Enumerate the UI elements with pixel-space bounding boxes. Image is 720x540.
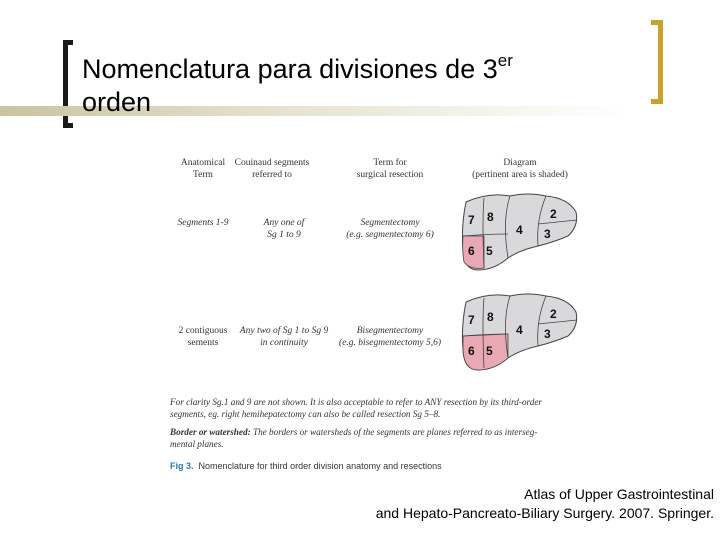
seg-label-6: 6 — [468, 344, 475, 358]
seg-label-7: 7 — [468, 313, 475, 327]
seg-label-8: 8 — [487, 210, 494, 224]
caption-text: Nomenclature for third order division anatomy and resections — [198, 461, 442, 471]
seg-label-7: 7 — [468, 213, 475, 227]
figure-caption — [170, 461, 590, 471]
header-surgical-term: Term for surgical resection — [356, 158, 424, 180]
border-label: Border or watershed: — [170, 427, 251, 437]
caption-label: Fig 3. — [170, 461, 194, 471]
title-superscript: er — [497, 51, 513, 70]
liver-diagram-segmentectomy — [458, 190, 582, 274]
seg-label-3: 3 — [544, 327, 551, 341]
seg-label-4: 4 — [516, 323, 523, 337]
seg-label-3: 3 — [544, 227, 551, 241]
title-line-1: Nomenclatura para divisiones de 3 — [82, 54, 498, 84]
header-diagram: Diagram (pertinent area is shaded) — [472, 158, 568, 180]
note-clarity: For clarity Sg.1 and 9 are not shown. It is also acceptable to refer to ANY resection by its third-order segments, eg. right hemihepatectomy can also be called resection Sg 5–8. — [170, 397, 542, 419]
seg-label-5: 5 — [486, 244, 493, 258]
seg-label-6: 6 — [468, 244, 475, 258]
note-border: Border or watershed: The borders or watersheds of the segments are planes referred to as interseg- mental planes. — [170, 427, 538, 449]
seg-label-2: 2 — [550, 307, 557, 321]
row2-anatomical: 2 contiguous sements — [178, 326, 228, 348]
title-line-2: orden — [82, 87, 152, 117]
row1-couinaud: Any one of Sg 1 to 9 — [263, 218, 305, 240]
row1-anatomical: Segments 1-9 — [177, 218, 229, 228]
row2-term: Bisegmentectomy (e.g. bisegmentectomy 5,6) — [338, 326, 442, 348]
seg-label-8: 8 — [487, 310, 494, 324]
seg-label-4: 4 — [516, 223, 523, 237]
seg-label-2: 2 — [550, 207, 557, 221]
header-couinaud-segments: Couinaud segments referred to — [234, 158, 310, 180]
seg-label-5: 5 — [486, 344, 493, 358]
row2-couinaud: Any two of Sg 1 to Sg 9 in continuity — [239, 326, 329, 348]
row1-term: Segmentectomy (e.g. segmentectomy 6) — [346, 218, 434, 240]
header-anatomical-term: Anatomical Term — [180, 158, 226, 180]
right-bracket — [651, 20, 663, 104]
slide-title — [82, 44, 513, 119]
liver-diagram-bisegmentectomy — [458, 290, 582, 374]
source-credit: Atlas of Upper Gastrointestinal and Hepato-Pancreato-Biliary Surgery. 2007. Springer. — [375, 486, 714, 521]
